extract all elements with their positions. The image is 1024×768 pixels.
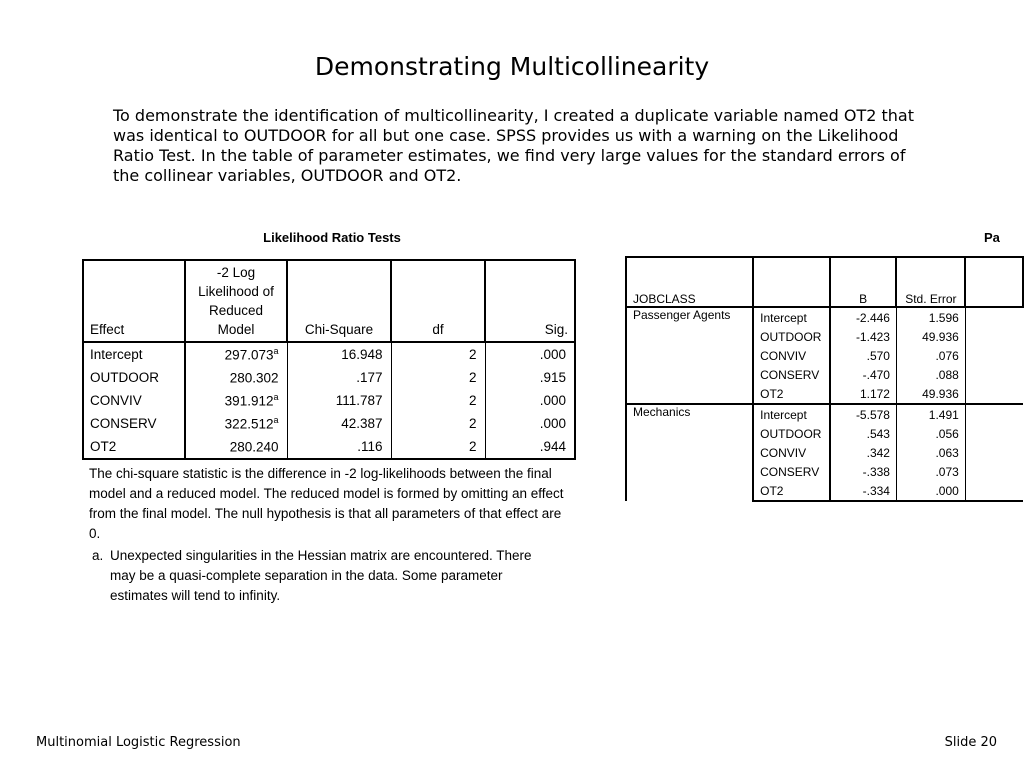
pe-cell-std-error: 49.936: [896, 327, 965, 346]
lrt-cell-chi: 111.787: [287, 389, 391, 412]
pe-cell-cut: [965, 481, 1023, 501]
pe-row: [626, 404, 1023, 424]
pe-cell-b: -.470: [830, 365, 897, 384]
lrt-cell-ll-value: 297.073: [224, 347, 274, 363]
lrt-title: Likelihood Ratio Tests: [263, 230, 401, 245]
pe-cell-std-error: 1.491: [896, 404, 965, 424]
pe-cell-cut: [965, 443, 1023, 462]
intro-text: To demonstrate the identification of multicollinearity, I created a duplicate variable named OT2 that was identical to OUTDOOR for all but one case. SPSS provides us with a warning on the Likelihood Ratio Test. In the table of parameter estimates, we find very large values for the standard errors of the collinear variables, OUTDOOR and OT2.: [113, 106, 914, 185]
lrt-row: [83, 366, 575, 389]
lrt-cell-ll: [185, 342, 287, 366]
pe-cell-b: 1.172: [830, 384, 897, 404]
lrt-cell-df: 2: [391, 342, 485, 366]
lrt-cell-df: 2: [391, 412, 485, 435]
lrt-note: [92, 546, 540, 606]
pe-cell-std-error: 49.936: [896, 384, 965, 404]
lrt-cell-ll: [185, 389, 287, 412]
pe-cell-variable: Intercept: [753, 307, 830, 327]
pe-cell-b: -1.423: [830, 327, 897, 346]
pe-cell-std-error: 1.596: [896, 307, 965, 327]
slide-title: Demonstrating Multicollinearity: [314, 52, 710, 81]
pe-cell-cut: [965, 462, 1023, 481]
lrt-cell-sig: .944: [485, 435, 575, 459]
lrt-note-text: Unexpected singularities in the Hessian matrix are encountered. There may be a quasi-complete separation in the data. Some parameter estimates will tend to infinity.: [110, 548, 532, 603]
lrt-cell-effect: Intercept: [83, 342, 185, 366]
lrt-cell-effect: OUTDOOR: [83, 366, 185, 389]
pe-header-row: [626, 257, 1023, 307]
lrt-header-ll: -2 Log Likelihood of Reduced Model: [185, 260, 287, 342]
pe-cell-cut: [965, 404, 1023, 424]
lrt-cell-chi: 16.948: [287, 342, 391, 366]
lrt-cell-chi: .177: [287, 366, 391, 389]
pe-cell-variable: Intercept: [753, 404, 830, 424]
pe-cell-std-error: .056: [896, 424, 965, 443]
lrt-header-df: df: [391, 260, 485, 342]
pe-group-label: Passenger Agents: [626, 307, 753, 404]
parameter-estimates-panel: [622, 222, 1024, 512]
pe-header-cut: [965, 257, 1023, 307]
pe-cell-variable: OUTDOOR: [753, 424, 830, 443]
pe-cell-cut: [965, 307, 1023, 327]
pe-cell-std-error: .073: [896, 462, 965, 481]
footer-title: Multinomial Logistic Regression: [36, 735, 241, 750]
pe-cell-std-error: .088: [896, 365, 965, 384]
lrt-header-effect: Effect: [83, 260, 185, 342]
lrt-cell-ll: [185, 435, 287, 459]
pe-cell-variable: CONVIV: [753, 346, 830, 365]
lrt-row: [83, 412, 575, 435]
lrt-cell-sig: .000: [485, 389, 575, 412]
pe-cell-variable: CONSERV: [753, 462, 830, 481]
lrt-row: [83, 389, 575, 412]
pe-row: [626, 307, 1023, 327]
lrt-cell-df: 2: [391, 389, 485, 412]
lrt-cell-effect: CONSERV: [83, 412, 185, 435]
lrt-cell-chi: 42.387: [287, 412, 391, 435]
pe-header-b: B: [830, 257, 897, 307]
pe-cell-b: .570: [830, 346, 897, 365]
pe-body: [626, 307, 1023, 501]
lrt-row: [83, 435, 575, 459]
pe-cell-variable: OT2: [753, 384, 830, 404]
pe-cell-b: -.338: [830, 462, 897, 481]
lrt-cell-ll-value: 391.912: [224, 393, 274, 409]
pe-cell-std-error: .076: [896, 346, 965, 365]
lrt-body: [83, 342, 575, 459]
lrt-cell-df: 2: [391, 435, 485, 459]
pe-cell-cut: [965, 346, 1023, 365]
lrt-cell-effect: CONVIV: [83, 389, 185, 412]
pe-cell-variable: OUTDOOR: [753, 327, 830, 346]
lrt-cell-sig: .000: [485, 412, 575, 435]
lrt-header-sig: Sig.: [485, 260, 575, 342]
lrt-cell-ll: [185, 366, 287, 389]
pe-cell-b: .342: [830, 443, 897, 462]
lrt-header-row: [83, 260, 575, 342]
lrt-footnote: The chi-square statistic is the difference in -2 log-likelihoods between the final model and a reduced model. The reduced model is formed by omitting an effect from the final model. The null hypothesis is that all parameters of that effect are 0.: [89, 466, 564, 541]
pe-title: Pa: [984, 230, 1000, 245]
lrt-cell-ll-value: 280.302: [229, 370, 279, 386]
pe-cell-b: -2.446: [830, 307, 897, 327]
pe-cell-b: .543: [830, 424, 897, 443]
pe-cell-cut: [965, 384, 1023, 404]
pe-table: [625, 256, 1024, 502]
pe-cell-variable: OT2: [753, 481, 830, 501]
pe-header-std-error: Std. Error: [896, 257, 965, 307]
pe-header-variable: [753, 257, 830, 307]
pe-cell-b: -5.578: [830, 404, 897, 424]
slide-number: Slide 20: [944, 735, 997, 750]
pe-cell-variable: CONSERV: [753, 365, 830, 384]
pe-cell-variable: CONVIV: [753, 443, 830, 462]
lrt-note-marker: a.: [92, 548, 104, 563]
pe-cell-std-error: .000: [896, 481, 965, 501]
lrt-cell-ll: [185, 412, 287, 435]
lrt-cell-effect: OT2: [83, 435, 185, 459]
pe-cell-cut: [965, 424, 1023, 443]
lrt-cell-sig: .915: [485, 366, 575, 389]
lrt-cell-ll-footnote: a: [273, 346, 279, 357]
pe-cell-cut: [965, 327, 1023, 346]
pe-cell-std-error: .063: [896, 443, 965, 462]
pe-cell-cut: [965, 365, 1023, 384]
pe-cell-b: -.334: [830, 481, 897, 501]
lrt-header-chi: Chi-Square: [287, 260, 391, 342]
lrt-cell-ll-footnote: a: [273, 415, 279, 426]
pe-group-label: Mechanics: [626, 404, 753, 501]
lrt-cell-sig: .000: [485, 342, 575, 366]
lrt-cell-chi: .116: [287, 435, 391, 459]
likelihood-ratio-tests-panel: [82, 222, 597, 624]
lrt-cell-ll-footnote: a: [273, 392, 279, 403]
lrt-table: [82, 259, 576, 460]
intro-paragraph: [113, 106, 923, 186]
lrt-cell-df: 2: [391, 366, 485, 389]
lrt-cell-ll-value: 322.512: [224, 416, 274, 432]
pe-header-jobclass: JOBCLASS: [626, 257, 753, 307]
lrt-row: [83, 342, 575, 366]
lrt-cell-ll-value: 280.240: [229, 439, 279, 455]
